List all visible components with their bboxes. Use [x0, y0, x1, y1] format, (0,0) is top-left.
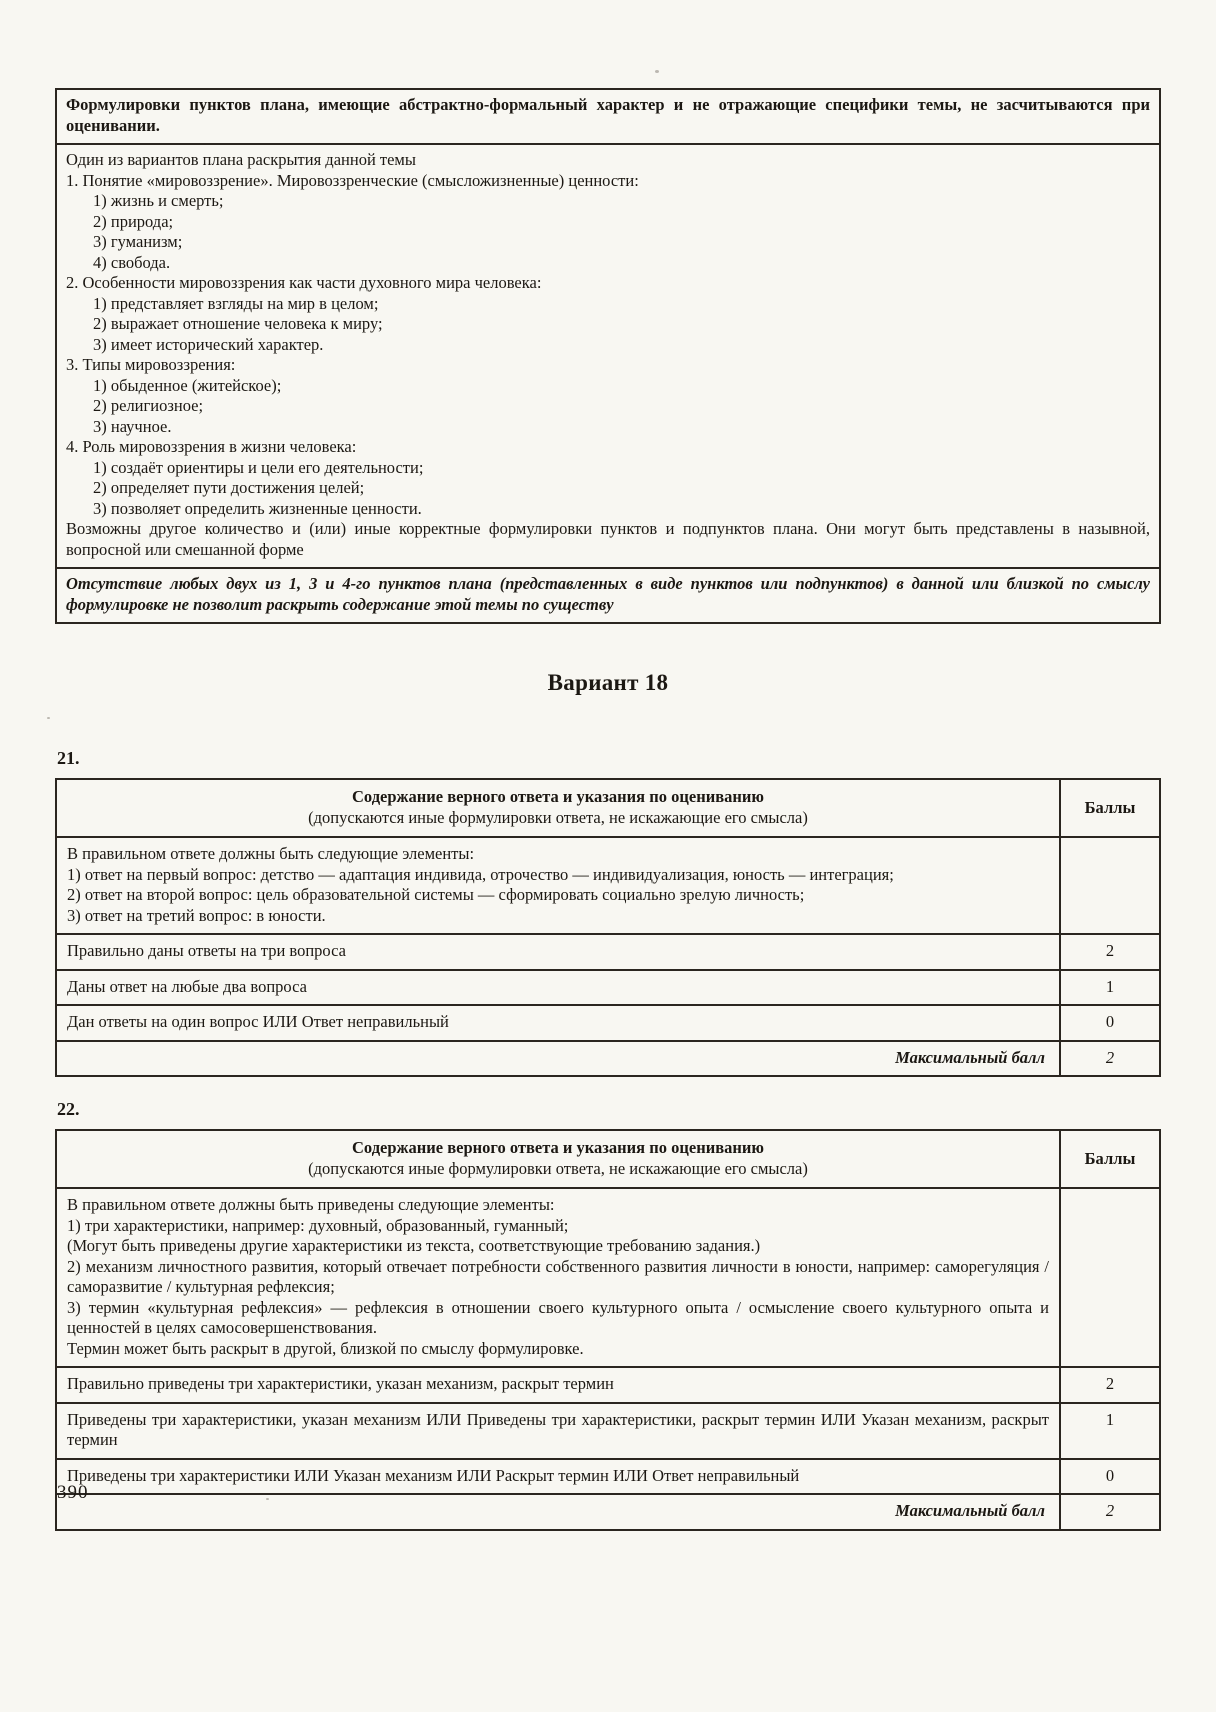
table-21-header-title: [57, 780, 1059, 836]
criterion-score: 2: [1059, 935, 1159, 969]
answer-line: Термин может быть раскрыт в другой, близкой по смыслу формулировке.: [67, 1338, 584, 1358]
criterion-text: Правильно приведены три характеристики, указан механизм, раскрыт термин: [67, 1374, 614, 1393]
scan-speck: [655, 70, 659, 73]
header-title-line2: (допускаются иные формулировки ответа, не искажающие его смысла): [308, 807, 808, 827]
table-21-criterion-row: [57, 1004, 1159, 1040]
table-22-criterion-row: [57, 1366, 1159, 1402]
plan-subitem: 1) представляет взгляды на мир в целом;: [93, 293, 379, 313]
answer-line: 2) механизм личностного развития, который отвечает потребности собственного развития личности в юности, например: саморегуляция / саморазвитие / культурная рефлексия;: [67, 1256, 1049, 1296]
criterion-score: 1: [1059, 1404, 1159, 1458]
criterion-score: 2: [1059, 1368, 1159, 1402]
table-21-criterion-row: [57, 969, 1159, 1005]
max-score-value: 2: [1059, 1042, 1159, 1076]
table-21-answer-row: [57, 836, 1159, 933]
criterion-score: 1: [1059, 971, 1159, 1005]
plan-outro: Возможны другое количество и (или) иные корректные формулировки пунктов и подпунктов плана. Они могут быть представлены в назывной, вопросной или смешанной форме: [66, 519, 1150, 559]
max-score-value: 2: [1059, 1495, 1159, 1529]
criterion-text: Приведены три характеристики ИЛИ Указан механизм ИЛИ Раскрыт термин ИЛИ Ответ неправильный: [67, 1465, 800, 1485]
variant-heading: Вариант 18: [547, 670, 669, 695]
criterion-text: Даны ответ на любые два вопроса: [67, 976, 307, 996]
answer-line: 3) ответ на третий вопрос: в юности.: [67, 905, 326, 925]
table-22-header-title: [57, 1131, 1059, 1187]
plan-subitem: 3) позволяет определить жизненные ценности.: [93, 498, 422, 518]
criterion-text: Правильно даны ответы на три вопроса: [67, 941, 346, 960]
header-title-line1: Содержание верного ответа и указания по оцениванию: [352, 1138, 764, 1157]
page-number: 390: [57, 1482, 89, 1503]
table-22-answer-score: [1059, 1189, 1159, 1366]
answer-line: (Могут быть приведены другие характеристики из текста, соответствующие требованию задания.): [67, 1236, 761, 1255]
plan-subitem: 2) религиозное;: [93, 396, 204, 415]
answer-line: 1) ответ на первый вопрос: детство — адаптация индивида, отрочество — индивидуализация, юность — интеграция;: [67, 864, 894, 884]
scoring-table-21: [55, 778, 1161, 1077]
header-title-line2: (допускаются иные формулировки ответа, не искажающие его смысла): [308, 1158, 808, 1178]
table-21-answer-text: [57, 838, 1059, 933]
table-21-max-row: [57, 1040, 1159, 1076]
plan-note-italic: Отсутствие любых двух из 1, 3 и 4-го пунктов плана (представленных в виде пунктов или подпунктов) в данной или близкой по смыслу формулировке не позволит раскрыть содержание этой темы по существу: [57, 567, 1159, 622]
criterion-score: 0: [1059, 1006, 1159, 1040]
answer-line: 3) термин «культурная рефлексия» — рефлексия в отношении своего культурного опыта / осмысление своего культурного опыта и ценностей в целях самосовершенствования.: [67, 1297, 1049, 1337]
plan-item-4: 4. Роль мировоззрения в жизни человека:: [66, 437, 357, 456]
table-21-score-header: Баллы: [1059, 780, 1159, 836]
table-21-criterion-row: [57, 933, 1159, 969]
criterion-score: 0: [1059, 1460, 1159, 1494]
plan-subitem: 2) природа;: [93, 211, 174, 231]
answer-line: В правильном ответе должны быть следующие элементы:: [67, 844, 475, 863]
table-22-criterion-row: [57, 1402, 1159, 1458]
criterion-text: Приведены три характеристики, указан механизм ИЛИ Приведены три характеристики, раскрыт термин ИЛИ Указан механизм, раскрыт термин: [67, 1409, 1049, 1449]
max-score-label: Максимальный балл: [895, 1501, 1045, 1520]
scan-speck: [266, 1498, 269, 1500]
table-22-header-row: [57, 1131, 1159, 1187]
criterion-text: Дан ответы на один вопрос ИЛИ Ответ неправильный: [67, 1012, 449, 1031]
scoring-table-22: [55, 1129, 1161, 1531]
max-score-label: Максимальный балл: [895, 1047, 1045, 1067]
question-21-label: 21.: [57, 748, 80, 768]
table-22-answer-text: [57, 1189, 1059, 1366]
plan-note-bold: Формулировки пунктов плана, имеющие абстрактно-формальный характер и не отражающие специфики темы, не засчитываются при оценивании.: [66, 95, 1150, 135]
plan-subitem: 3) научное.: [93, 416, 172, 436]
plan-subitem: 1) жизнь и смерть;: [93, 191, 224, 210]
plan-subitem: 4) свобода.: [93, 252, 171, 272]
scan-speck: [47, 717, 50, 719]
plan-item-3: 3. Типы мировоззрения:: [66, 355, 236, 374]
plan-subitem: 2) выражает отношение человека к миру;: [93, 314, 383, 333]
plan-item-1: 1. Понятие «мировоззрение». Мировоззренческие (смысложизненные) ценности:: [66, 170, 639, 190]
answer-line: В правильном ответе должны быть приведены следующие элементы:: [67, 1195, 555, 1214]
table-22-answer-row: [57, 1187, 1159, 1366]
table-21-header-row: [57, 780, 1159, 836]
table-22-criterion-row: [57, 1458, 1159, 1494]
plan-subitem: 1) создаёт ориентиры и цели его деятельности;: [93, 457, 424, 477]
plan-subitem: 3) имеет исторический характер.: [93, 334, 324, 354]
plan-subitem: 1) обыденное (житейское);: [93, 375, 282, 395]
plan-item-2: 2. Особенности мировоззрения как части духовного мира человека:: [66, 273, 542, 292]
plan-subitem: 3) гуманизм;: [93, 232, 183, 251]
plan-intro: Один из вариантов плана раскрытия данной темы: [66, 150, 416, 169]
table-21-answer-score: [1059, 838, 1159, 933]
table-22-max-row: [57, 1493, 1159, 1529]
header-title-line1: Содержание верного ответа и указания по оцениванию: [352, 787, 764, 806]
plan-criteria-table: [55, 88, 1161, 624]
plan-content-cell: [57, 143, 1159, 567]
answer-line: 1) три характеристики, например: духовный, образованный, гуманный;: [67, 1215, 569, 1235]
table-22-score-header: Баллы: [1059, 1131, 1159, 1187]
plan-subitem: 2) определяет пути достижения целей;: [93, 478, 365, 497]
question-22-label: 22.: [57, 1099, 80, 1119]
answer-line: 2) ответ на второй вопрос: цель образовательной системы — сформировать социально зрелую личность;: [67, 885, 805, 904]
